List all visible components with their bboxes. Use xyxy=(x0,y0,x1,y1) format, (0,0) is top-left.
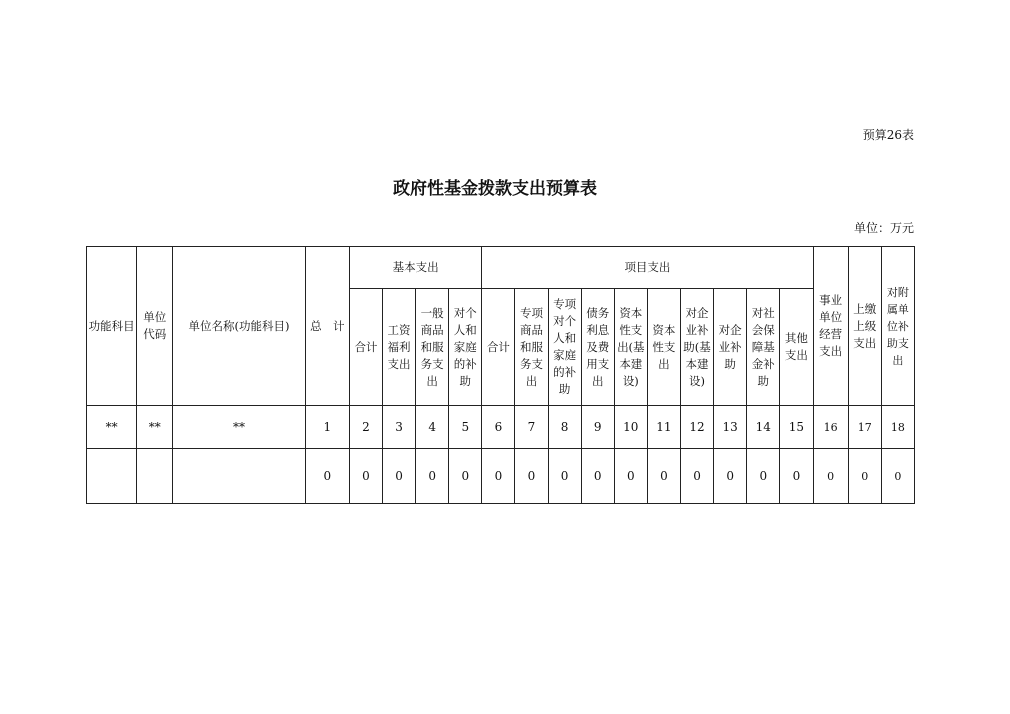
data-row xyxy=(87,449,915,504)
table-cell: 10 xyxy=(614,406,647,449)
table-cell xyxy=(87,449,137,504)
table-cell: 14 xyxy=(747,406,780,449)
table-cell: 13 xyxy=(714,406,747,449)
table-cell: 0 xyxy=(449,449,482,504)
table-cell: 16 xyxy=(813,406,848,449)
unit-label: 单位：万元 xyxy=(853,221,914,235)
col-unit-name: 单位名称(功能科目) xyxy=(173,247,305,406)
col-project-total: 合计 xyxy=(482,289,515,406)
table-cell: 4 xyxy=(416,406,449,449)
col-project-social-security: 对社 会保 障基 金补 助 xyxy=(747,289,780,406)
col-total: 总 计 xyxy=(305,247,349,406)
table-cell: 0 xyxy=(581,449,614,504)
table-cell: 1 xyxy=(305,406,349,449)
table-cell: 0 xyxy=(714,449,747,504)
col-func-subject: 功能科目 xyxy=(87,247,137,406)
col-basic-goods: 一般 商品 和服 务支 出 xyxy=(416,289,449,406)
col-basic-wage: 工资 福利 支出 xyxy=(383,289,416,406)
col-project-household: 专项 对个 人和 家庭 的补 助 xyxy=(548,289,581,406)
table-cell: 12 xyxy=(680,406,713,449)
table-cell: ** xyxy=(87,406,137,449)
col-project-debt: 债务 利息 及费 用支 出 xyxy=(581,289,614,406)
table-cell: 0 xyxy=(614,449,647,504)
table-cell: 0 xyxy=(747,449,780,504)
group-project-expenditure: 项目支出 xyxy=(482,247,813,289)
table-cell: 0 xyxy=(383,449,416,504)
table-cell: 0 xyxy=(305,449,349,504)
table-cell: 15 xyxy=(780,406,813,449)
col-project-enterprise-construction: 对企 业补 助(基 本建 设) xyxy=(680,289,713,406)
table-cell: 3 xyxy=(383,406,416,449)
col-basic-total: 合计 xyxy=(349,289,382,406)
table-cell: 6 xyxy=(482,406,515,449)
page-title: 政府性基金拨款支出预算表 xyxy=(393,179,597,199)
table-cell: 0 xyxy=(647,449,680,504)
col-unit-code: 单位 代码 xyxy=(137,247,173,406)
table-cell: ** xyxy=(173,406,305,449)
header-row-groups xyxy=(87,247,915,289)
table-cell: 0 xyxy=(349,449,382,504)
table-cell: 0 xyxy=(515,449,548,504)
table-cell xyxy=(137,449,173,504)
index-row xyxy=(87,406,915,449)
table-cell: 18 xyxy=(881,406,914,449)
table-cell: 0 xyxy=(482,449,515,504)
col-project-enterprise: 对企 业补 助 xyxy=(714,289,747,406)
table-cell: 0 xyxy=(813,449,848,504)
table-cell: 0 xyxy=(416,449,449,504)
table-cell: 0 xyxy=(848,449,881,504)
table-cell: 5 xyxy=(449,406,482,449)
table-cell: 9 xyxy=(581,406,614,449)
col-project-capital: 资本 性支出 xyxy=(647,289,680,406)
table-cell: 7 xyxy=(515,406,548,449)
table-cell: 11 xyxy=(647,406,680,449)
col-project-capital-construction: 资本 性支 出(基 本建 设) xyxy=(614,289,647,406)
col-business-expenditure: 事业 单位 经营 支出 xyxy=(813,247,848,406)
col-project-other: 其他 支出 xyxy=(780,289,813,406)
budget-table xyxy=(86,246,915,504)
table-cell: 0 xyxy=(881,449,914,504)
table-number: 预算26表 xyxy=(862,128,914,142)
table-cell: ** xyxy=(137,406,173,449)
col-upper-payment: 上缴 上级 支出 xyxy=(848,247,881,406)
table-cell: 2 xyxy=(349,406,382,449)
group-basic-expenditure: 基本支出 xyxy=(349,247,481,289)
table-cell: 17 xyxy=(848,406,881,449)
table-cell: 8 xyxy=(548,406,581,449)
col-subsidiary-subsidy: 对附 属单 位补 助支 出 xyxy=(881,247,914,406)
col-project-goods: 专项 商品 和服 务支 出 xyxy=(515,289,548,406)
table-cell: 0 xyxy=(680,449,713,504)
table-cell: 0 xyxy=(548,449,581,504)
col-basic-household: 对个 人和 家庭 的补 助 xyxy=(449,289,482,406)
table-cell: 0 xyxy=(780,449,813,504)
table-cell xyxy=(173,449,305,504)
